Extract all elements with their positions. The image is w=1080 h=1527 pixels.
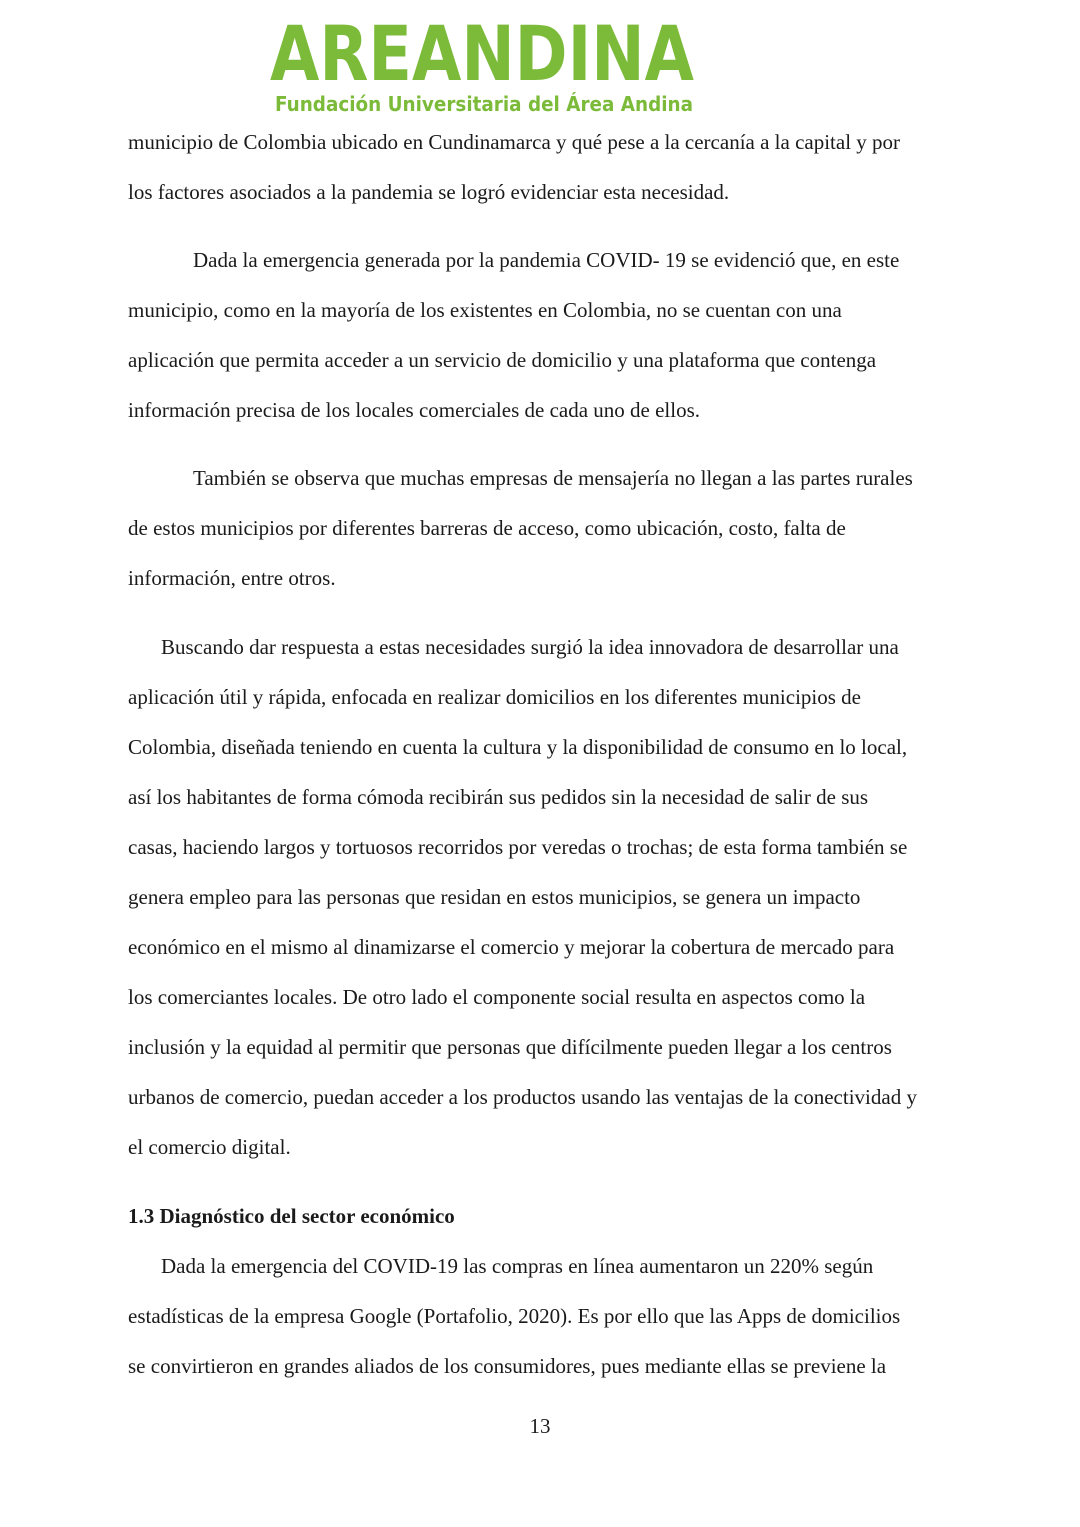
text-line: aplicación útil y rápida, enfocada en realizar domicilios en los diferentes municipios de xyxy=(128,685,861,709)
section-heading: 1.3 Diagnóstico del sector económico xyxy=(128,1204,455,1228)
paragraph-start-line: Dada la emergencia del COVID-19 las compras en línea aumentaron un 220% según xyxy=(161,1254,874,1278)
paragraph-start-line: Dada la emergencia generada por la pandemia COVID- 19 se evidenció que, en este xyxy=(193,248,900,272)
text-line: urbanos de comercio, puedan acceder a los productos usando las ventajas de la conectividad y xyxy=(128,1085,917,1109)
page-header xyxy=(0,0,1080,125)
text-line: se convirtieron en grandes aliados de los consumidores, pues mediante ellas se previene la xyxy=(128,1354,887,1378)
logo-subtitle: Fundación Universitaria del Área Andina xyxy=(275,92,693,116)
text-line: Colombia, diseñada teniendo en cuenta la cultura y la disponibilidad de consumo en lo local, xyxy=(128,735,908,759)
text-line: municipio de Colombia ubicado en Cundinamarca y qué pese a la cercanía a la capital y por xyxy=(128,130,901,154)
text-line: aplicación que permita acceder a un servicio de domicilio y una plataforma que contenga xyxy=(128,348,877,372)
text-line: información precisa de los locales comerciales de cada uno de ellos. xyxy=(128,398,701,422)
text-line: económico en el mismo al dinamizarse el comercio y mejorar la cobertura de mercado para xyxy=(128,935,895,959)
page-number: 13 xyxy=(529,1414,551,1438)
text-line: de estos municipios por diferentes barreras de acceso, como ubicación, costo, falta de xyxy=(128,516,846,540)
logo-title: AREANDINA xyxy=(270,12,695,98)
paragraph-start-line: También se observa que muchas empresas de mensajería no llegan a las partes rurales xyxy=(193,466,913,490)
text-line: el comercio digital. xyxy=(128,1135,291,1159)
text-line: los factores asociados a la pandemia se logró evidenciar esta necesidad. xyxy=(128,180,730,204)
paragraph-start-line: Buscando dar respuesta a estas necesidades surgió la idea innovadora de desarrollar una xyxy=(161,635,899,659)
text-line: casas, haciendo largos y tortuosos recorridos por veredas o trochas; de esta forma también se xyxy=(128,835,908,859)
text-line: información, entre otros. xyxy=(128,566,336,590)
text-line: estadísticas de la empresa Google (Portafolio, 2020). Es por ello que las Apps de domicilios xyxy=(128,1304,901,1328)
areandina-logo xyxy=(270,12,810,122)
text-line: los comerciantes locales. De otro lado el componente social resulta en aspectos como la xyxy=(128,985,866,1009)
text-line: municipio, como en la mayoría de los existentes en Colombia, no se cuentan con una xyxy=(128,298,842,322)
text-line: inclusión y la equidad al permitir que personas que difícilmente pueden llegar a los centros xyxy=(128,1035,892,1059)
text-line: genera empleo para las personas que residan en estos municipios, se genera un impacto xyxy=(128,885,861,909)
text-line: así los habitantes de forma cómoda recibirán sus pedidos sin la necesidad de salir de sus xyxy=(128,785,869,809)
